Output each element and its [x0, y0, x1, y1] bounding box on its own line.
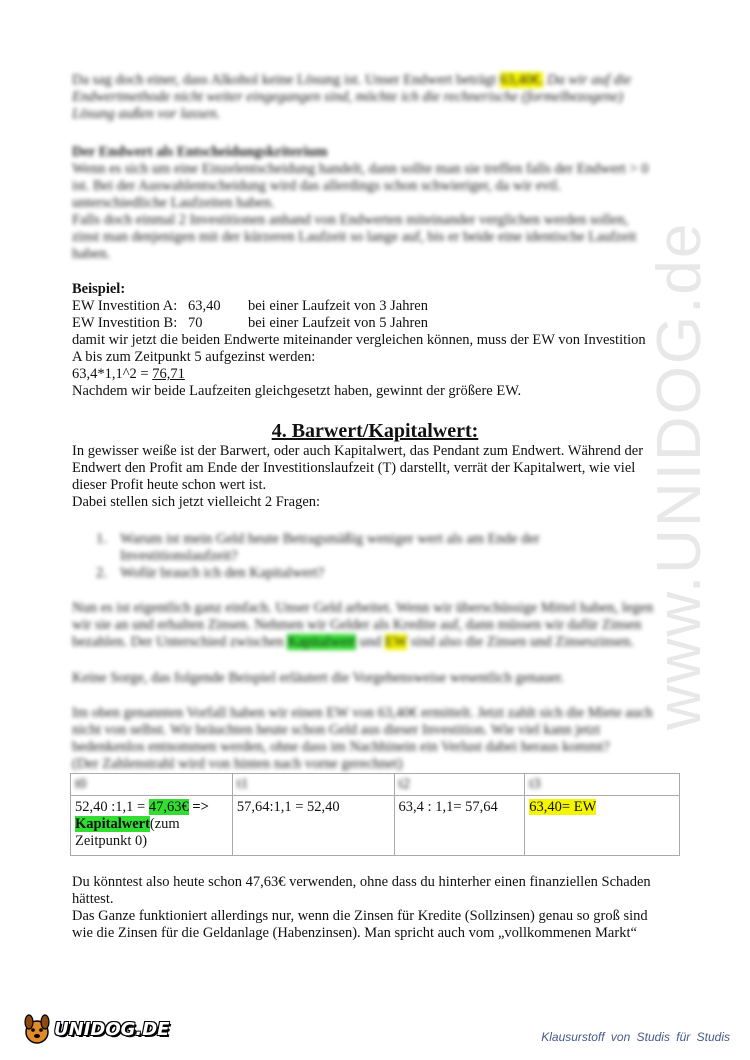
dog-icon [22, 1012, 52, 1046]
list-item: 2. Wofür brauch ich den Kapitalwert? [96, 565, 325, 581]
table-header-cell: t3 [525, 774, 680, 796]
explanation-text: und [355, 634, 385, 650]
example-line: Nachdem wir beide Laufzeiten gleichgesetzt haben, gewinnt der größere EW. [72, 383, 522, 399]
kapitalwert-highlight: Kapitalwert [287, 634, 356, 650]
intro-line2: Endwertmethode nicht weiter eingegangen sind, möchte ich die rechnerische (formelbezogene) [72, 89, 624, 105]
ew-b-label: EW Investition B: [72, 315, 178, 331]
example-line: A bis zum Zeitpunkt 5 aufgezinst werden: [72, 349, 316, 365]
table-header-row [71, 774, 680, 796]
scenario-line: (Der Zahlenstrahl wird von hinten nach vorne gerechnet) [72, 756, 403, 772]
criterion-paragraph [72, 144, 672, 263]
note-line: Keine Sorge, das folgende Beispiel erläutert die Vorgehensweise wesentlich genauer. [72, 670, 565, 686]
arrow-text: => [188, 799, 209, 815]
criterion-line: ist. Bei der Auswahlentscheidung wird das allerdings schon schwieriger, da wir evtl. [72, 178, 562, 194]
formula: 63,4*1,1^2 = [72, 366, 149, 382]
ew-b-value: 70 [188, 315, 203, 331]
criterion-line: Falls doch einmal 2 Investitionen anhand von Endwerten miteinander verglichen werden sollen, [72, 212, 629, 228]
footer-tagline: Klausurstoff von Studis für Studis [541, 1030, 730, 1044]
ew-highlight: EW [384, 634, 408, 650]
scenario-line: nicht von selbst. Wir bräuchten heute schon Geld aus dieser Investition. Wie viel kann jetzt [72, 722, 601, 738]
cell-text: (zum [149, 816, 180, 832]
ew-a-value: 63,40 [188, 298, 221, 314]
explanation-line: bezahlen. Der Unterschied zwischen [72, 634, 284, 650]
section-intro [72, 443, 672, 511]
closing-line: Das Ganze funktioniert allerdings nur, wenn die Zinsen für Kredite (Sollzinsen) genau so groß sind [72, 908, 648, 924]
note-paragraph [72, 670, 672, 687]
intro-value: 63,40€. [499, 72, 544, 88]
question-list [96, 531, 656, 582]
criterion-line: zinst man denjenigen mit der kürzeren Laufzeit so lange auf, bis er beide eine identische Laufzeit [72, 229, 637, 245]
table-cell-t2: 63,4 : 1,1= 57,64 [394, 796, 525, 856]
closing-line: wie die Zinsen für die Geldanlage (Habenzinsen). Man spricht auch vom „vollkommenen Markt“ [72, 925, 637, 941]
kapitalwert-value: 47,63€ [148, 799, 189, 815]
watermark: www.UNIDOG.de [645, 221, 714, 730]
footer-logo [22, 1012, 169, 1046]
criterion-line: haben. [72, 246, 111, 262]
explanation-line: wir sie an und erhalten Zinsen. Nehmen wir Gelder als Kredite auf, dann müssen wir dafür Zinsen [72, 617, 642, 633]
table-row [71, 796, 680, 856]
scenario-line: bedenkenlos entnommen werden, ohne dass im Nachhinein ein Verlust dabei heraus kommt? [72, 739, 610, 755]
criterion-line: unterschiedliche Laufzeiten haben. [72, 195, 275, 211]
intro-line1-rest: Da wir auf die [543, 72, 632, 88]
ew-b-text: bei einer Laufzeit von 5 Jahren [248, 315, 428, 331]
table-header-cell: t2 [394, 774, 525, 796]
ew-value: 63,40= EW [529, 799, 597, 815]
section-title: 4. Barwert/Kapitalwert: [271, 420, 479, 442]
ew-a-text: bei einer Laufzeit von 3 Jahren [248, 298, 428, 314]
discount-table [70, 773, 680, 856]
section-line: Endwert den Profit am Ende der Investitionslaufzeit (T) darstellt, verrät der Kapitalwert, wie viel [72, 460, 636, 476]
cell-text: Zeitpunkt 0) [75, 833, 148, 849]
intro-paragraph [72, 72, 672, 123]
example-line: damit wir jetzt die beiden Endwerte miteinander vergleichen können, muss der EW von Investition [72, 332, 646, 348]
section-line: Dabei stellen sich jetzt vielleicht 2 Fragen: [72, 494, 321, 510]
criterion-heading: Der Endwert als Entscheidungskriterium [72, 144, 328, 160]
explanation-text: sind also die Zinsen und Zinseszinsen. [407, 634, 634, 650]
list-item: 1. Warum ist mein Geld heute Betragsmäßig weniger wert als am Ende der [96, 531, 540, 547]
ew-a-label: EW Investition A: [72, 298, 178, 314]
formula-result: 76,71 [152, 366, 185, 382]
closing-paragraph [72, 874, 682, 942]
example-label: Beispiel: [72, 281, 126, 297]
table-header-cell: t0 [71, 774, 233, 796]
table-cell-t1: 57,64:1,1 = 52,40 [232, 796, 394, 856]
closing-line: hättest. [72, 891, 114, 907]
closing-line: Du könntest also heute schon 47,63€ verwenden, ohne dass du hinterher einen finanziellen Schaden [72, 874, 651, 890]
cell-text: 52,40 :1,1 = [75, 799, 149, 815]
kapitalwert-label: Kapitalwert [75, 816, 150, 832]
scenario-paragraph [72, 705, 672, 773]
example-block [72, 281, 672, 400]
scenario-line: Im oben genannten Vorfall haben wir einen EW von 63,40€ ermittelt. Jetzt zahlt sich die Miete auch [72, 705, 653, 721]
section-line: dieser Profit heute schon wert ist. [72, 477, 267, 493]
logo-text: UNIDOG.DE [54, 1018, 170, 1040]
section-line: In gewisser weiße ist der Barwert, oder auch Kapitalwert, das Pendant zum Endwert. Während der [72, 443, 644, 459]
list-item: Investitionslaufzeit? [120, 548, 238, 564]
explanation-paragraph [72, 600, 672, 651]
table-cell-t3 [525, 796, 680, 856]
explanation-line: Nun es ist eigentlich ganz einfach. Unser Geld arbeitet. Wenn wir überschüssige Mittel haben, legen [72, 600, 654, 616]
table-cell-t0 [71, 796, 233, 856]
table-header-cell: t1 [232, 774, 394, 796]
intro-line3: Lösung außen vor lassen. [72, 106, 221, 122]
intro-line1: Da sag doch einer, dass Alkohol keine Lösung ist. Unser Endwert beträgt [72, 72, 497, 88]
criterion-line: Wenn es sich um eine Einzelentscheidung handelt, dann sollte man sie treffen falls der Endwert > 0 [72, 161, 649, 177]
